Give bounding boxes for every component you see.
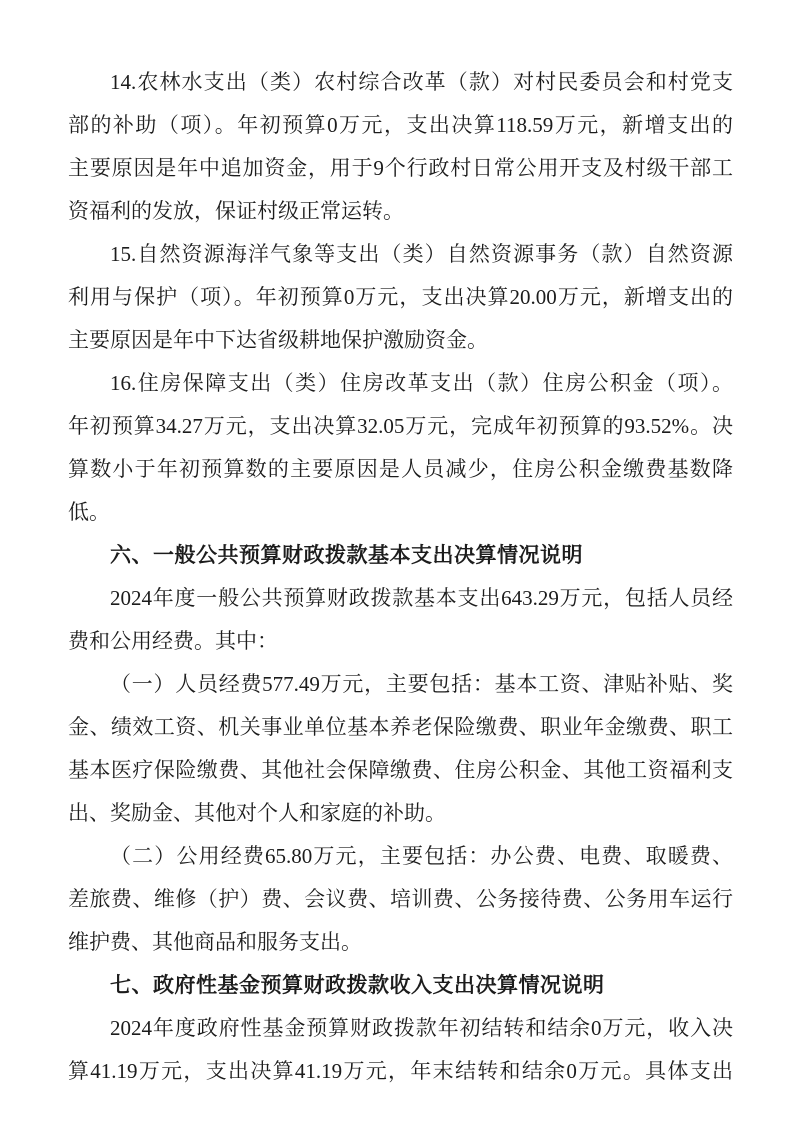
heading-section-7 xyxy=(68,964,733,1007)
para-item-15 xyxy=(68,233,733,362)
para-personnel-expense xyxy=(68,663,733,835)
para-personnel-expense-line-1: （一）人员经费577.49万元，主要包括：基本工资、津贴补贴、奖 xyxy=(110,672,733,696)
para-public-expense-line-3: 维护费、其他商品和服务支出。 xyxy=(68,930,362,954)
para-section-6-intro xyxy=(68,577,733,663)
para-section-7-intro xyxy=(68,1007,733,1093)
heading-section-6-line-1: 六、一般公共预算财政拨款基本支出决算情况说明 xyxy=(110,544,583,567)
para-public-expense-line-2: 差旅费、维修（护）费、会议费、培训费、公务接待费、公务用车运行 xyxy=(68,887,733,911)
para-item-14-line-1: 14.农林水支出（类）农村综合改革（款）对村民委员会和村党支 xyxy=(110,70,733,94)
para-item-16 xyxy=(68,362,733,534)
para-section-7-intro-line-1: 2024年度政府性基金预算财政拨款年初结转和结余0万元，收入决 xyxy=(110,1016,733,1040)
para-item-16-line-4: 低。 xyxy=(68,500,110,524)
para-item-14-line-4: 资福利的发放，保证村级正常运转。 xyxy=(68,199,404,223)
para-personnel-expense-line-4: 出、奖励金、其他对个人和家庭的补助。 xyxy=(68,801,446,825)
heading-section-7-line-1: 七、政府性基金预算财政拨款收入支出决算情况说明 xyxy=(110,974,605,997)
para-item-16-line-1: 16.住房保障支出（类）住房改革支出（款）住房公积金（项）。 xyxy=(110,371,733,395)
para-item-15-line-2: 利用与保护（项）。年初预算0万元，支出决算20.00万元，新增支出的 xyxy=(68,285,733,309)
para-personnel-expense-line-3: 基本医疗保险缴费、其他社会保障缴费、住房公积金、其他工资福利支 xyxy=(68,758,733,782)
para-item-16-line-2: 年初预算34.27万元，支出决算32.05万元，完成年初预算的93.52%。决 xyxy=(68,414,733,438)
para-item-15-line-3: 主要原因是年中下达省级耕地保护激励资金。 xyxy=(68,328,488,352)
heading-section-6 xyxy=(68,534,733,577)
document-content xyxy=(68,61,733,1093)
para-personnel-expense-line-2: 金、绩效工资、机关事业单位基本养老保险缴费、职业年金缴费、职工 xyxy=(68,715,733,739)
para-item-14-line-2: 部的补助（项）。年初预算0万元，支出决算118.59万元，新增支出的 xyxy=(68,113,733,137)
para-section-6-intro-line-1: 2024年度一般公共预算财政拨款基本支出643.29万元，包括人员经 xyxy=(110,586,733,610)
para-section-7-intro-line-2: 算41.19万元，支出决算41.19万元，年末结转和结余0万元。具体支出 xyxy=(68,1059,733,1083)
para-item-16-line-3: 算数小于年初预算数的主要原因是人员减少，住房公积金缴费基数降 xyxy=(68,457,733,481)
para-item-14-line-3: 主要原因是年中追加资金，用于9个行政村日常公用开支及村级干部工 xyxy=(68,156,733,180)
para-public-expense xyxy=(68,835,733,964)
para-section-6-intro-line-2: 费和公用经费。其中： xyxy=(68,629,278,653)
para-item-14 xyxy=(68,61,733,233)
para-item-15-line-1: 15.自然资源海洋气象等支出（类）自然资源事务（款）自然资源 xyxy=(110,242,733,266)
para-public-expense-line-1: （二）公用经费65.80万元，主要包括：办公费、电费、取暖费、 xyxy=(110,844,733,868)
